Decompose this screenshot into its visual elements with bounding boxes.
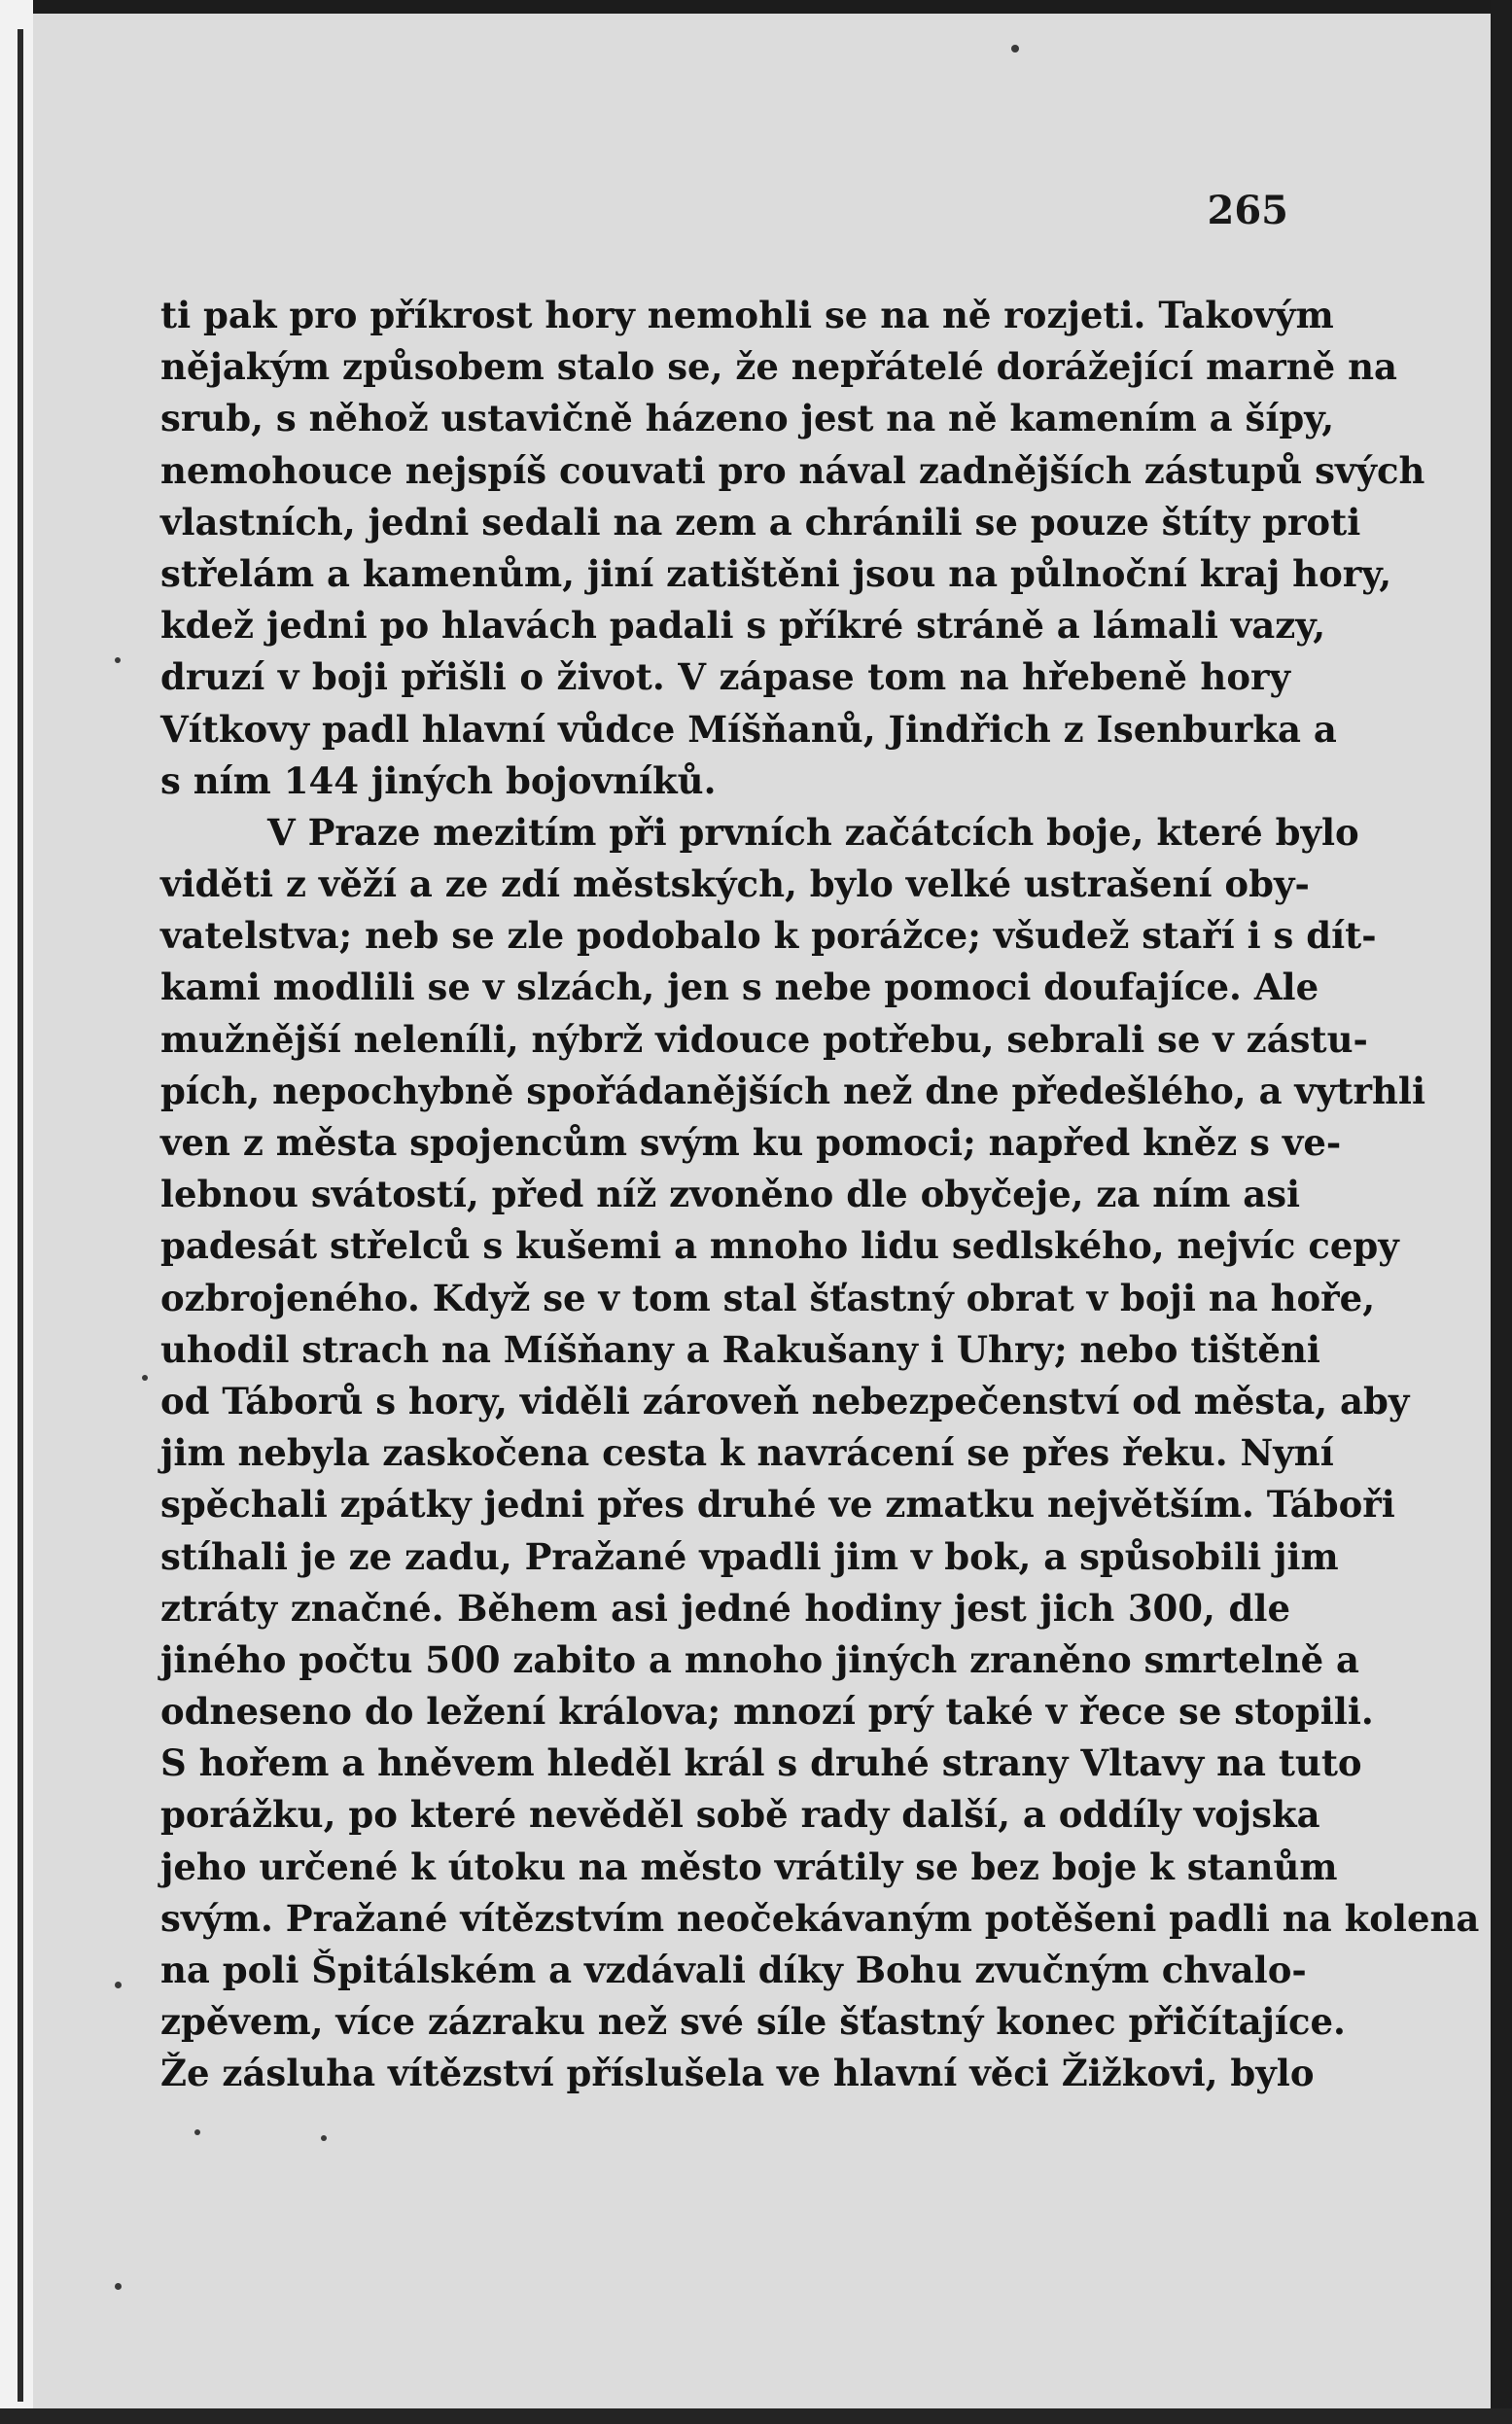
text-line: Vítkovy padl hlavní vůdce Míšňanů, Jindřich z Isenburka a bbox=[160, 707, 1337, 751]
text-line: viděti z věží a ze zdí městských, bylo velké ustrašení oby- bbox=[160, 862, 1310, 906]
ink-speck bbox=[321, 2135, 327, 2141]
text-line: jiného počtu 500 zabito a mnoho jiných zraněno smrtelně a bbox=[160, 1637, 1360, 1681]
ink-speck bbox=[115, 2283, 122, 2290]
text-line: jeho určené k útoku na město vrátily se bez boje k stanům bbox=[160, 1844, 1338, 1888]
ink-speck bbox=[115, 1982, 122, 1988]
ink-speck bbox=[115, 657, 121, 663]
text-line: kdež jedni po hlavách padali s příkré stráně a lámali vazy, bbox=[160, 604, 1326, 648]
text-line: porážku, po které nevěděl sobě rady další, a oddíly vojska bbox=[160, 1793, 1320, 1837]
text-line: mužnější neleníli, nýbrž vidouce potřebu, sebrali se v zástu- bbox=[160, 1017, 1368, 1061]
text-line: střelám a kamenům, jiní zatištěni jsou na půlnoční kraj hory, bbox=[160, 551, 1392, 595]
scan-left-edge bbox=[0, 0, 33, 2424]
text-line: spěchali zpátky jedni přes druhé ve zmatku největším. Táboři bbox=[160, 1483, 1395, 1527]
text-line: pích, nepochybně spořádanějších než dne předešlého, a vytrhli bbox=[160, 1069, 1426, 1112]
text-line: stíhali je ze zadu, Pražané vpadli jim v bok, a spůsobili jim bbox=[160, 1534, 1339, 1578]
ink-speck bbox=[194, 2129, 200, 2135]
text-line: zpěvem, více zázraku než své síle šťastný konec přičítajíce. bbox=[160, 2000, 1346, 2044]
text-line: ven z města spojencům svým ku pomoci; napřed kněz s ve- bbox=[160, 1121, 1342, 1164]
text-line: S hořem a hněvem hleděl král s druhé strany Vltavy na tuto bbox=[160, 1741, 1362, 1785]
text-line: ozbrojeného. Když se v tom stal šťastný obrat v boji na hoře, bbox=[160, 1276, 1376, 1319]
ink-speck bbox=[1011, 45, 1019, 53]
body-text bbox=[160, 290, 1480, 2100]
text-line: ti pak pro příkrost hory nemohli se na ně rozjeti. Takovým bbox=[160, 294, 1334, 336]
text-line: vatelstva; neb se zle podobalo k porážce; všudež staří i s dít- bbox=[160, 914, 1377, 958]
text-line: vlastních, jedni sedali na zem a chránili se pouze štíty proti bbox=[160, 500, 1361, 544]
text-line: na poli Špitálském a vzdávali díky Bohu zvučným chvalo- bbox=[160, 1949, 1307, 1991]
text-line-paragraph-start: V Praze mezitím při prvních začátcích boje, které bylo bbox=[267, 810, 1359, 854]
text-line: uhodil strach na Míšňany a Rakušany i Uhry; nebo tištěni bbox=[160, 1327, 1320, 1371]
text-line: kami modlili se v slzách, jen s nebe pomoci doufajíce. Ale bbox=[160, 966, 1319, 1009]
text-line-paragraph-end: s ním 144 jiných bojovníků. bbox=[160, 758, 717, 802]
scan-bottom-edge bbox=[0, 2408, 1512, 2424]
scan-right-edge bbox=[1491, 0, 1512, 2424]
text-line: srub, s něhož ustavičně házeno jest na ně kamením a šípy, bbox=[160, 397, 1335, 440]
text-line: ztráty značné. Během asi jedné hodiny jest jich 300, dle bbox=[160, 1586, 1290, 1630]
book-gutter-line bbox=[18, 29, 23, 2402]
text-line: od Táborů s hory, viděli zároveň nebezpečenství od města, aby bbox=[160, 1379, 1410, 1423]
text-line: lebnou svátostí, před níž zvoněno dle obyčeje, za ním asi bbox=[160, 1173, 1301, 1216]
text-line: jim nebyla zaskočena cesta k navrácení se přes řeku. Nyní bbox=[160, 1431, 1334, 1475]
ink-speck bbox=[142, 1375, 148, 1381]
text-line: nějakým způsobem stalo se, že nepřátelé dorážející marně na bbox=[160, 345, 1397, 389]
text-line: padesát střelců s kušemi a mnoho lidu sedlského, nejvíc cepy bbox=[160, 1224, 1399, 1268]
text-line: nemohouce nejspíš couvati pro nával zadnějších zástupů svých bbox=[160, 448, 1425, 492]
text-line: druzí v boji přišli o život. V zápase tom na hřebeně hory bbox=[160, 655, 1290, 699]
page-number: 265 bbox=[1207, 188, 1288, 233]
text-line: svým. Pražané vítězstvím neočekávaným potěšeni padli na kolena bbox=[160, 1896, 1480, 1940]
text-line: odneseno do ležení králova; mnozí prý také v řece se stopili. bbox=[160, 1690, 1374, 1734]
scan-top-edge bbox=[0, 0, 1512, 14]
text-line: Že zásluha vítězství příslušela ve hlavní věci Žižkovi, bylo bbox=[160, 2052, 1315, 2095]
